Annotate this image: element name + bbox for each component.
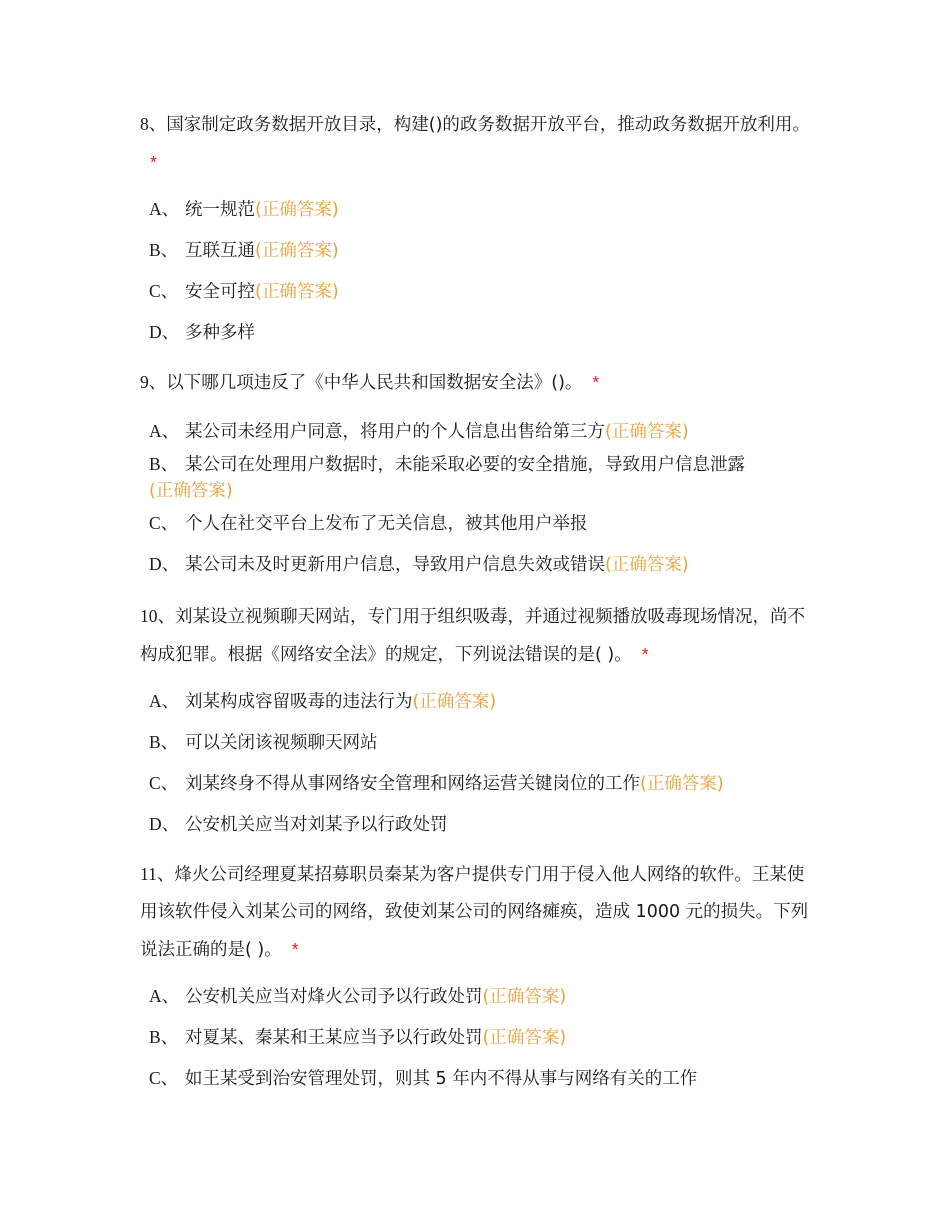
required-star: *	[641, 644, 649, 664]
question-title	[140, 106, 820, 182]
option-text: 刘某构成容留吸毒的违法行为	[185, 692, 413, 712]
option-text: 互联互通	[185, 241, 255, 261]
option-text: 公安机关应当对烽火公司予以行政处罚	[185, 987, 483, 1007]
correct-answer-mark: (正确答案)	[255, 241, 339, 261]
correct-answer-mark: (正确答案)	[605, 555, 689, 575]
question-number: 9、	[140, 372, 167, 392]
option-b[interactable]	[149, 729, 820, 756]
option-letter: B、	[149, 732, 179, 752]
option-letter: D、	[149, 554, 180, 574]
option-text: 某公司未及时更新用户信息，导致用户信息失效或错误	[185, 555, 605, 575]
option-letter: C、	[149, 773, 179, 793]
option-b[interactable]	[149, 451, 820, 504]
option-letter: B、	[149, 1027, 179, 1047]
required-star: *	[592, 372, 600, 392]
option-letter: D、	[149, 322, 180, 342]
question-11	[140, 856, 820, 1092]
required-star: *	[291, 939, 299, 959]
option-b[interactable]	[149, 237, 820, 264]
question-title	[140, 364, 820, 402]
question-title	[140, 598, 820, 674]
option-text: 公安机关应当对刘某予以行政处罚	[185, 815, 448, 835]
correct-answer-mark: (正确答案)	[640, 774, 724, 794]
option-b[interactable]	[149, 1024, 820, 1051]
correct-answer-mark: (正确答案)	[412, 692, 497, 712]
option-text: 多种多样	[185, 323, 255, 343]
question-text: 烽火公司经理夏某招募职员秦某为客户提供专门用于侵入他人网络的软件。王某使用该软件侵入刘某公司的网络，致使刘某公司的网络瘫痪，造成 1000 元的损失。下列说法正确的是( )。	[140, 865, 809, 960]
question-number: 11、	[140, 864, 175, 884]
question-8	[140, 106, 820, 346]
option-letter: C、	[149, 281, 179, 301]
option-text: 如王某受到治安管理处罚，则其 5 年内不得从事与网络有关的工作	[185, 1069, 698, 1089]
option-d[interactable]	[149, 551, 820, 578]
option-text: 刘某终身不得从事网络安全管理和网络运营关键岗位的工作	[185, 774, 640, 794]
option-letter: B、	[149, 240, 179, 260]
correct-answer-mark: (正确答案)	[149, 481, 233, 501]
correct-answer-mark: (正确答案)	[255, 200, 339, 220]
question-text: 刘某设立视频聊天网站，专门用于组织吸毒，并通过视频播放吸毒现场情况，尚不构成犯罪。根据《网络安全法》的规定，下列说法错误的是( )。	[140, 607, 805, 665]
option-d[interactable]	[149, 319, 820, 346]
option-letter: C、	[149, 1068, 179, 1088]
correct-answer-mark: (正确答案)	[482, 987, 567, 1007]
option-c[interactable]	[149, 1065, 820, 1092]
question-number: 10、	[140, 606, 175, 626]
question-title	[140, 856, 820, 969]
option-letter: A、	[149, 691, 180, 711]
option-letter: A、	[149, 421, 180, 441]
option-d[interactable]	[149, 811, 820, 838]
option-text: 对夏某、秦某和王某应当予以行政处罚	[185, 1028, 483, 1048]
option-c[interactable]	[149, 510, 820, 537]
correct-answer-mark: (正确答案)	[605, 422, 689, 442]
question-number: 8、	[140, 114, 167, 134]
option-text: 可以关闭该视频聊天网站	[185, 733, 378, 753]
correct-answer-mark: (正确答案)	[255, 282, 339, 302]
option-a[interactable]	[149, 983, 820, 1010]
option-c[interactable]	[149, 770, 820, 797]
question-10	[140, 598, 820, 838]
question-9	[140, 364, 820, 578]
option-a[interactable]	[149, 688, 820, 715]
option-text: 统一规范	[185, 200, 255, 220]
option-text: 某公司未经用户同意，将用户的个人信息出售给第三方	[185, 422, 605, 442]
question-text: 以下哪几项违反了《中华人民共和国数据安全法》()。	[166, 373, 583, 393]
option-letter: A、	[149, 199, 180, 219]
option-text: 安全可控	[185, 282, 255, 302]
option-c[interactable]	[149, 278, 820, 305]
option-letter: B、	[149, 454, 179, 474]
option-a[interactable]	[149, 196, 820, 223]
correct-answer-mark: (正确答案)	[482, 1028, 567, 1048]
option-letter: D、	[149, 814, 180, 834]
required-star: *	[150, 152, 157, 172]
option-letter: C、	[149, 513, 179, 533]
question-text: 国家制定政务数据开放目录，构建()的政务数据开放平台，推动政务数据开放利用。	[166, 115, 810, 135]
option-a[interactable]	[149, 418, 820, 445]
option-letter: A、	[149, 986, 180, 1006]
option-text: 某公司在处理用户数据时，未能采取必要的安全措施，导致用户信息泄露	[185, 455, 745, 475]
option-text: 个人在社交平台上发布了无关信息，被其他用户举报	[185, 514, 588, 534]
